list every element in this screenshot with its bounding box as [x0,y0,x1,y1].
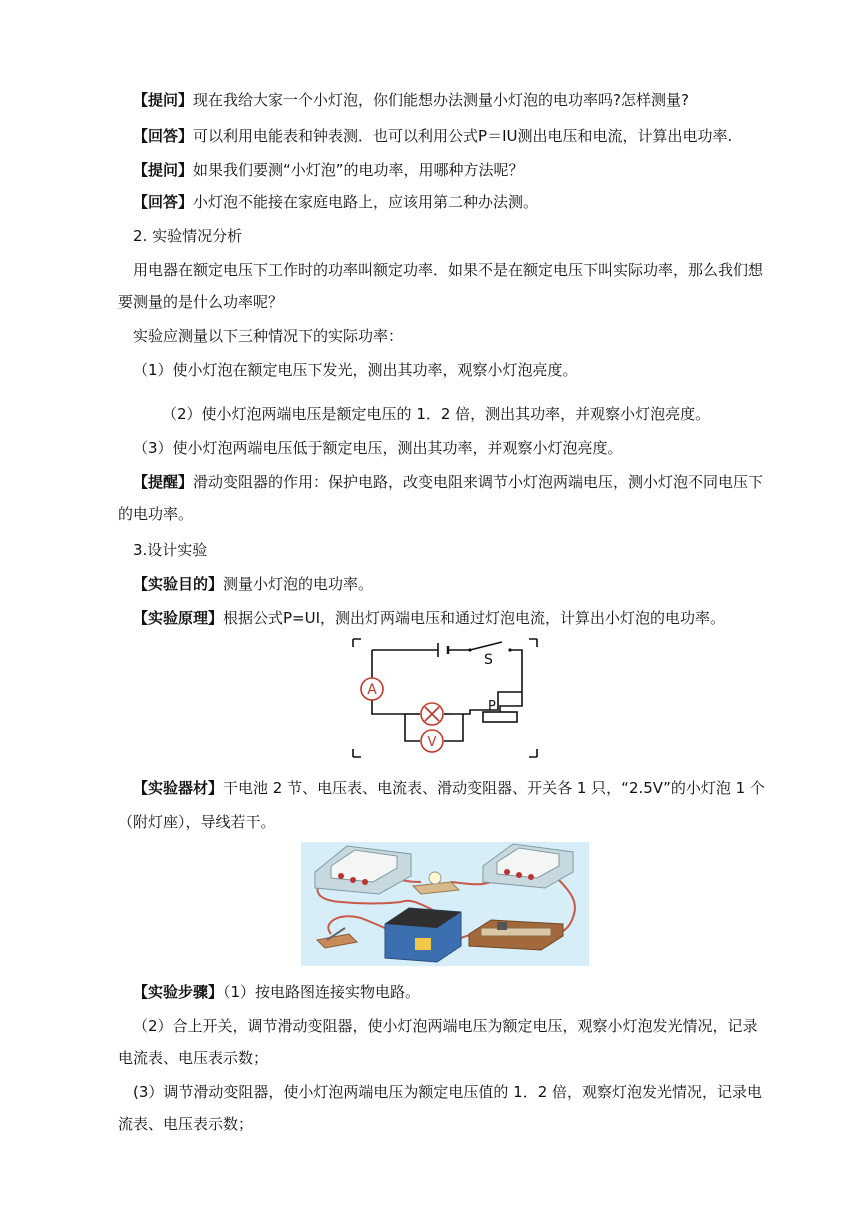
experiment-aim [133,574,373,594]
rheostat-device [469,920,563,950]
reminder-tag: 【提醒】 [133,473,194,491]
apparatus-illustration [301,842,589,966]
reminder [133,472,763,492]
experiment-materials [133,778,765,798]
battery-box [385,908,461,962]
section-heading-2: 2. 实验情况分析 [133,227,243,245]
aim-tag: 【实验目的】 [133,575,224,593]
question-text: 如果我们要测“小灯泡”的电功率，用哪种方法呢？ [193,161,524,179]
rheostat-label: P [488,699,496,714]
voltmeter-label: V [427,735,437,750]
question-2 [133,160,524,180]
question-1 [133,90,689,110]
case-2: （2）使小灯泡两端电压是额定电压的 1．2 倍，测出其功率，并观察小灯泡亮度。 [162,405,711,423]
step-3: (3）调节滑动变阻器，使小灯泡两端电压为额定电压值的 1．2 倍，观察灯泡发光情况，记录电 [133,1083,763,1101]
step-text: （1）按电路图连接实物电路。 [223,983,421,1001]
paragraph-line: 的电功率。 [118,505,194,523]
switch-contact [508,648,511,651]
answer-text: 可以利用电能表和钟表测．也可以利用公式P＝IU测出电压和电流，计算出电功率. [193,127,733,145]
answer-tag: 【回答】 [133,193,194,211]
step-2: （2）合上开关，调节滑动变阻器，使小灯泡两端电压为额定电压，观察小灯泡发光情况，记录 [133,1017,758,1035]
paragraph-line: 用电器在额定电压下工作时的功率叫额定功率．如果不是在额定电压下叫实际功率，那么我们想 [133,261,764,279]
ammeter-label: A [367,682,377,698]
question-tag: 【提问】 [133,161,194,179]
case-3: （3）使小灯泡两端电压低于额定电压，测出其功率，并观察小灯泡亮度。 [133,439,623,457]
steps-tag: 【实验步骤】 [133,983,224,1001]
materials-tag: 【实验器材】 [133,779,224,797]
switch-label: S [484,652,493,668]
materials-text: 干电池 2 节、电压表、电流表、滑动变阻器、开关各 1 只，“2.5V”的小灯泡 1 个 [223,779,765,797]
paragraph-line: 要测量的是什么功率呢？ [118,293,284,311]
paragraph-line: 流表、电压表示数； [118,1115,254,1133]
principle-tag: 【实验原理】 [133,609,224,627]
paragraph-line: 实验应测量以下三种情况下的实际功率： [133,327,404,345]
reminder-text: 滑动变阻器的作用：保护电路，改变电阻来调节小灯泡两端电压，测小灯泡不同电压下 [193,473,764,491]
case-1: （1）使小灯泡在额定电压下发光，测出其功率，观察小灯泡亮度。 [133,361,578,379]
switch-contact [468,648,471,651]
question-tag: 【提问】 [133,91,194,109]
answer-2 [133,192,538,212]
answer-text: 小灯泡不能接在家庭电路上，应该用第二种办法测。 [193,193,539,211]
aim-text: 测量小灯泡的电功率。 [223,575,374,593]
answer-tag: 【回答】 [133,127,194,145]
question-text: 现在我给大家一个小灯泡，你们能想办法测量小灯泡的电功率吗?怎样测量? [193,91,689,109]
paragraph-line: 电流表、电压表示数； [118,1049,269,1067]
answer-1 [133,126,732,146]
experiment-steps [133,982,420,1002]
experiment-principle [133,608,725,628]
section-heading-3: 3.设计实验 [133,541,208,559]
circuit-diagram [350,636,540,760]
paragraph-line: （附灯座），导线若干。 [118,813,276,831]
principle-text: 根据公式P=UI，测出灯两端电压和通过灯泡电流，计算出小灯泡的电功率。 [223,609,726,627]
